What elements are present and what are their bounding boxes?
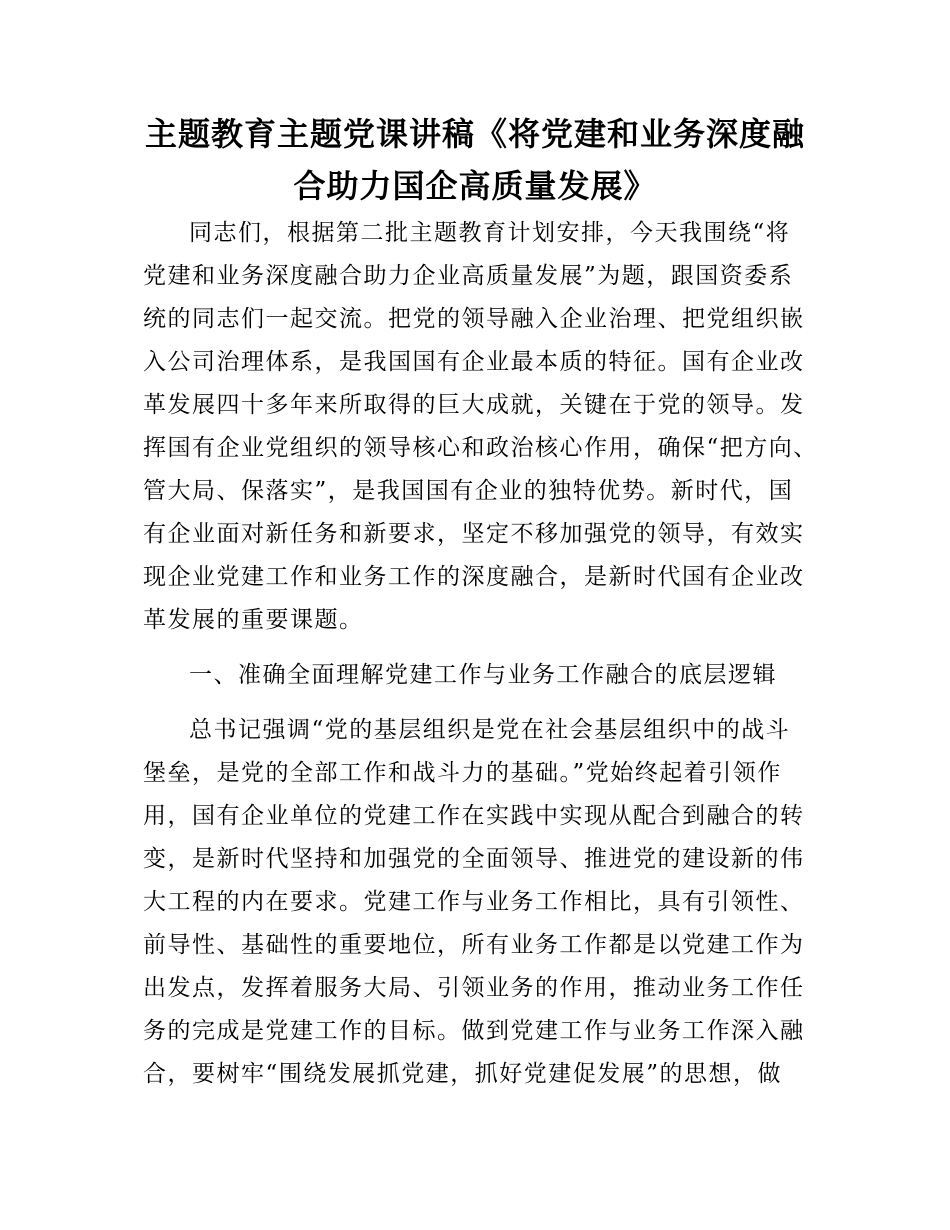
paragraph-line: 总书记强调“党的基层组织是党在社会基层组织中的战斗 bbox=[189, 717, 791, 743]
paragraph-line: 入公司治理体系，是我国国有企业最本质的特征。国有企业改 bbox=[143, 349, 805, 375]
paragraph-line: 挥国有企业党组织的领导核心和政治核心作用，确保“把方向、 bbox=[143, 435, 818, 461]
title-line-1: 主题教育主题党课讲稿《将党建和业务深度融 bbox=[144, 115, 805, 153]
intro-paragraph bbox=[143, 212, 823, 642]
paragraph-line: 前导性、基础性的重要地位，所有业务工作都是以党建工作为 bbox=[143, 932, 805, 958]
paragraph-line: 大工程的内在要求。党建工作与业务工作相比，具有引领性、 bbox=[143, 889, 805, 915]
paragraph-line: 管大局、保落实”，是我国国有企业的独特优势。新时代，国 bbox=[143, 478, 794, 504]
paragraph-line: 变，是新时代坚持和加强党的全面领导、推进党的建设新的伟 bbox=[143, 846, 805, 872]
paragraph-line: 革发展的重要课题。 bbox=[143, 607, 364, 633]
paragraph-line: 务的完成是党建工作的目标。做到党建工作与业务工作深入融 bbox=[143, 1018, 805, 1044]
section-heading-text: 一、准确全面理解党建工作与业务工作融合的底层逻辑 bbox=[189, 662, 777, 688]
paragraph-line: 现企业党建工作和业务工作的深度融合，是新时代国有企业改 bbox=[143, 564, 805, 590]
paragraph-line: 用，国有企业单位的党建工作在实践中实现从配合到融合的转 bbox=[143, 803, 805, 829]
document-body bbox=[143, 212, 823, 1108]
section-heading bbox=[143, 654, 823, 697]
paragraph-line: 统的同志们一起交流。把党的领导融入企业治理、把党组织嵌 bbox=[143, 306, 805, 332]
paragraph-line: 出发点，发挥着服务大局、引领业务的作用，推动业务工作任 bbox=[143, 975, 805, 1001]
paragraph-line: 同志们，根据第二批主题教育计划安排，今天我围绕“将 bbox=[189, 220, 791, 246]
paragraph-line: 党建和业务深度融合助力企业高质量发展”为题，跟国资委系 bbox=[143, 263, 794, 289]
paragraph-line: 堡垒，是党的全部工作和战斗力的基础。”党始终起着引领作 bbox=[143, 760, 782, 786]
paragraph-line: 合，要树牢“围绕发展抓党建，抓好党建促发展”的思想，做 bbox=[143, 1061, 783, 1087]
paragraph-line: 有企业面对新任务和新要求，坚定不移加强党的领导，有效实 bbox=[143, 521, 805, 547]
paragraph-line: 革发展四十多年来所取得的巨大成就，关键在于党的领导。发 bbox=[143, 392, 805, 418]
section-paragraph bbox=[143, 709, 823, 1096]
title-line-2: 合助力国企高质量发展》 bbox=[293, 167, 657, 205]
document-title bbox=[120, 108, 830, 212]
